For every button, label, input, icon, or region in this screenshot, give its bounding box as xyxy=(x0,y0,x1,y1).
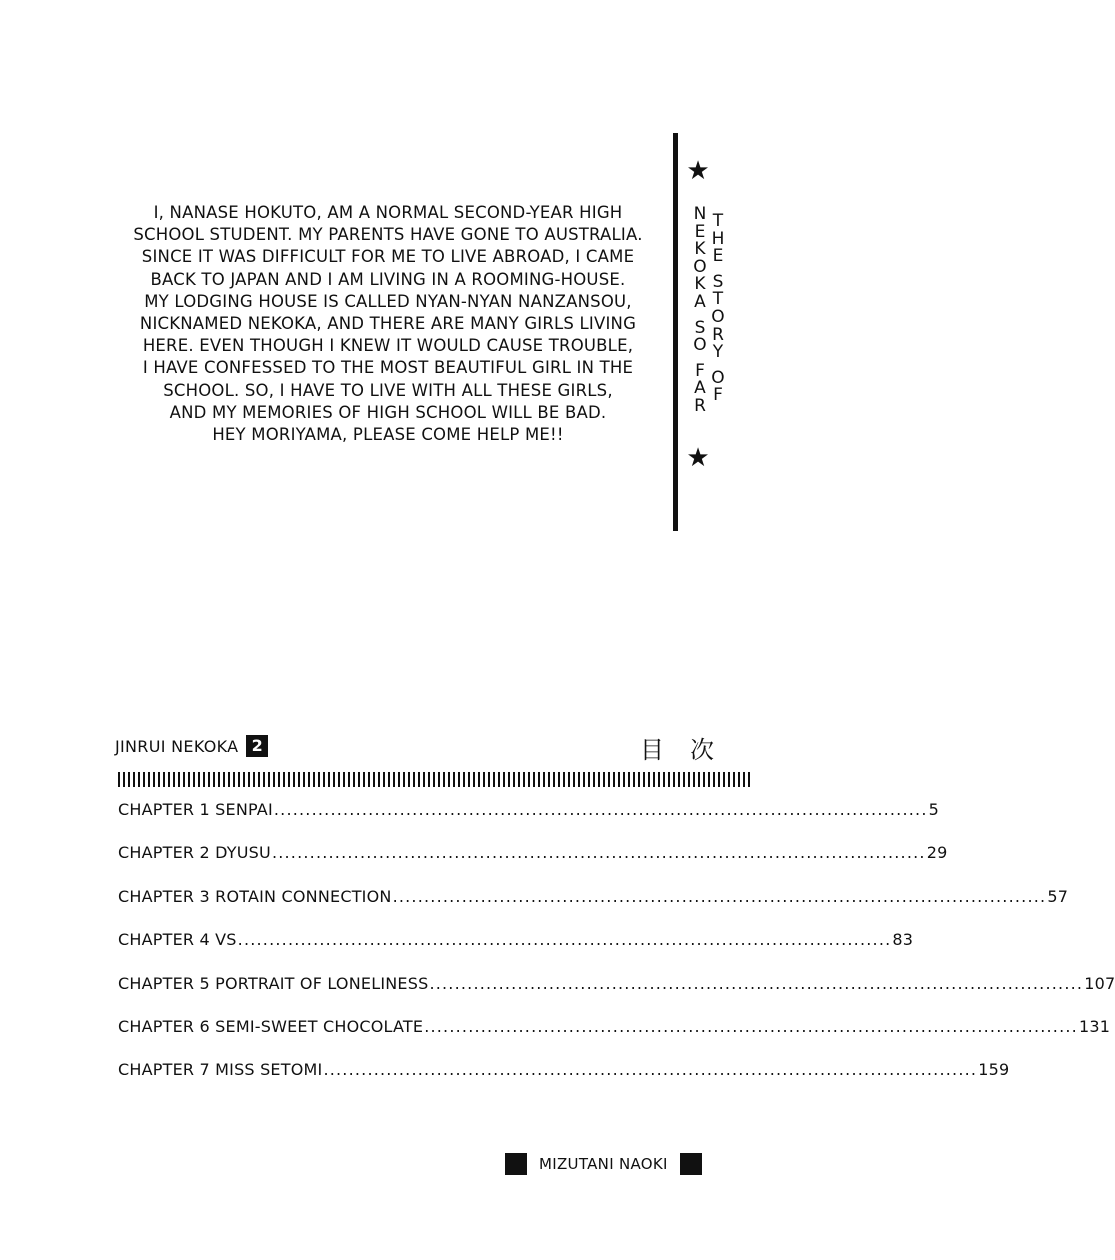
dot-leader: ........................................................................................................ xyxy=(271,843,926,863)
summary-line: I, NANASE HOKUTO, AM A NORMAL SECOND-YEAR HIGH xyxy=(153,203,623,222)
vertical-letter: T xyxy=(712,289,724,310)
toc-row-chapter-4[interactable] xyxy=(118,930,914,973)
vertical-letter: O xyxy=(711,306,725,327)
vertical-letter: K xyxy=(694,274,706,295)
vertical-letter: R xyxy=(694,395,706,416)
vertical-letter: A xyxy=(694,378,706,399)
chapter-page: 57 xyxy=(1047,886,1069,906)
chapter-page: 83 xyxy=(892,930,914,950)
story-summary xyxy=(108,202,668,446)
vertical-letter: F xyxy=(695,360,705,381)
summary-line: SCHOOL STUDENT. MY PARENTS HAVE GONE TO AUSTRALIA. xyxy=(133,225,643,245)
dot-leader: ........................................................................................................ xyxy=(237,930,892,950)
vertical-letter: R xyxy=(712,324,724,345)
tick-divider xyxy=(118,772,752,787)
vertical-letter: E xyxy=(712,246,724,267)
summary-line: SINCE IT WAS DIFFICULT FOR ME TO LIVE ABROAD, I CAME xyxy=(141,247,635,267)
chapter-title: CHAPTER 5 PORTRAIT OF LONELINESS xyxy=(118,973,429,993)
vertical-letter: O xyxy=(693,256,707,277)
vertical-letter: O xyxy=(711,367,725,388)
vertical-letter: O xyxy=(693,335,707,356)
vertical-letter: Y xyxy=(712,342,724,363)
vertical-letter: S xyxy=(694,317,706,338)
vertical-title-nekoka-so-far xyxy=(690,206,710,416)
toc-header xyxy=(115,735,268,757)
vertical-letter: T xyxy=(712,211,724,231)
vertical-letter: K xyxy=(694,239,706,260)
chapter-page: 5 xyxy=(928,800,940,819)
dot-leader: ........................................................................................................ xyxy=(429,973,1084,993)
star-icon: ★ xyxy=(686,156,710,186)
table-of-contents xyxy=(118,800,1115,1104)
series-title: JINRUI NEKOKA xyxy=(115,736,239,756)
black-square-icon xyxy=(505,1153,527,1175)
black-square-icon xyxy=(680,1153,702,1175)
toc-row-chapter-5[interactable] xyxy=(118,973,1115,1017)
chapter-title: CHAPTER 7 MISS SETOMI xyxy=(118,1060,323,1080)
vertical-letter: E xyxy=(694,221,706,242)
toc-row-chapter-3[interactable] xyxy=(118,886,1069,930)
vertical-letter: N xyxy=(693,204,707,224)
toc-row-chapter-1[interactable] xyxy=(118,800,940,843)
vertical-title-the-story-of xyxy=(708,213,728,405)
toc-row-chapter-6[interactable] xyxy=(118,1016,1111,1060)
dot-leader: ........................................................................................................ xyxy=(424,1016,1078,1036)
summary-line: HERE. EVEN THOUGH I KNEW IT WOULD CAUSE TROUBLE, xyxy=(142,336,634,356)
summary-line: NICKNAMED NEKOKA, AND THERE ARE MANY GIRLS LIVING xyxy=(139,314,637,334)
chapter-page: 107 xyxy=(1084,973,1115,993)
chapter-title: CHAPTER 1 SENPAI xyxy=(118,800,273,819)
summary-line: AND MY MEMORIES OF HIGH SCHOOL WILL BE BAD. xyxy=(169,402,607,422)
chapter-page: 131 xyxy=(1078,1016,1111,1036)
vertical-letter: S xyxy=(712,271,724,292)
author-credit xyxy=(505,1153,702,1175)
toc-row-chapter-7[interactable] xyxy=(118,1060,1010,1103)
summary-line: BACK TO JAPAN AND I AM LIVING IN A ROOMING-HOUSE. xyxy=(150,269,626,289)
dot-leader: ........................................................................................................ xyxy=(392,886,1047,906)
vertical-letter: F xyxy=(713,385,723,406)
summary-line: HEY MORIYAMA, PLEASE COME HELP ME!! xyxy=(212,425,564,445)
chapter-title: CHAPTER 2 DYUSU xyxy=(118,843,271,863)
chapter-page: 159 xyxy=(978,1060,1010,1080)
vertical-letter: H xyxy=(711,228,725,249)
dot-leader: ........................................................................................................ xyxy=(273,800,928,819)
author-name: MIZUTANI NAOKI xyxy=(539,1155,668,1173)
chapter-page: 29 xyxy=(926,843,948,863)
contents-label: 目次 xyxy=(640,736,740,764)
volume-badge: 2 xyxy=(246,735,268,757)
vertical-letter: A xyxy=(694,291,706,312)
chapter-title: CHAPTER 6 SEMI-SWEET CHOCOLATE xyxy=(118,1016,424,1036)
summary-line: MY LODGING HOUSE IS CALLED NYAN-NYAN NANZANSOU, xyxy=(144,291,632,311)
sidebar-divider xyxy=(673,133,678,531)
toc-row-chapter-2[interactable] xyxy=(118,843,948,886)
summary-line: I HAVE CONFESSED TO THE MOST BEAUTIFUL GIRL IN THE xyxy=(142,358,634,378)
star-icon: ★ xyxy=(686,443,710,473)
chapter-title: CHAPTER 3 ROTAIN CONNECTION xyxy=(118,886,392,906)
summary-line: SCHOOL. SO, I HAVE TO LIVE WITH ALL THESE GIRLS, xyxy=(163,380,613,400)
dot-leader: ........................................................................................................ xyxy=(323,1060,978,1080)
chapter-title: CHAPTER 4 VS xyxy=(118,930,237,950)
